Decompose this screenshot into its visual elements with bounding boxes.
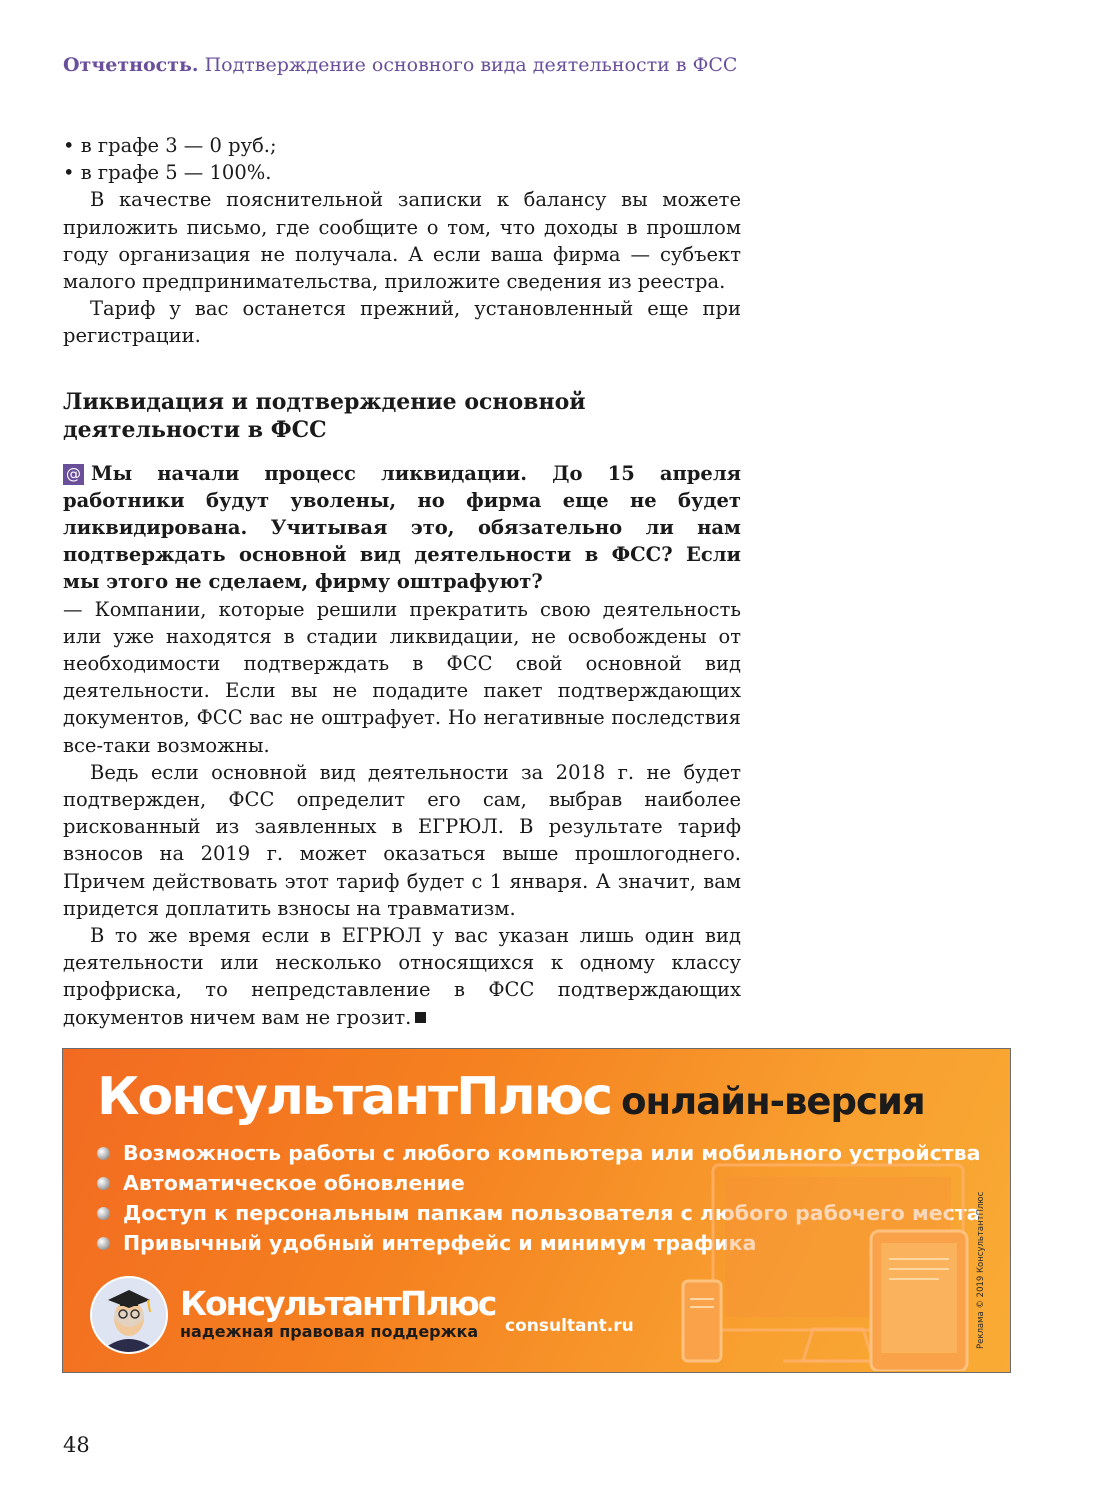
brand-name: КонсультантПлюс bbox=[180, 1284, 496, 1323]
bullet-ball-icon bbox=[97, 1207, 110, 1220]
bullet-ball-icon bbox=[97, 1237, 110, 1250]
ad-feature: Доступ к персональным папкам пользователя с любого рабочего места bbox=[97, 1198, 980, 1228]
advertisement-banner[interactable] bbox=[62, 1048, 1011, 1373]
bullet-ball-icon bbox=[97, 1177, 110, 1190]
page-number: 48 bbox=[63, 1433, 90, 1457]
brand-slogan: надежная правовая поддержка bbox=[180, 1322, 479, 1341]
article-body bbox=[63, 132, 741, 1031]
ad-feature: Привычный удобный интерфейс и минимум трафика bbox=[97, 1228, 980, 1258]
scholar-mascot-icon bbox=[92, 1278, 166, 1352]
section-heading: Ликвидация и подтверждение основной деятельности в ФСС bbox=[63, 388, 586, 443]
answer-paragraph bbox=[63, 922, 741, 1031]
ad-legal-note: Реклама © 2019 КонсультантПлюс bbox=[976, 1191, 986, 1349]
question bbox=[63, 460, 741, 596]
question-text: Мы начали процесс ликвидации. До 15 апреля работники будут уволены, но фирма еще не будет ликвидирована. Учитывая это, обязательно ли нам подтверждать основной вид деятельности в ФСС? Если мы этого не сделаем, фирму оштрафуют? bbox=[63, 461, 741, 594]
ad-brand: КонсультантПлюс bbox=[97, 1067, 612, 1127]
avatar bbox=[90, 1276, 168, 1354]
paragraph: Тариф у вас останется прежний, установленный еще при регистрации. bbox=[63, 297, 741, 348]
running-head-section: Отчетность. bbox=[63, 54, 199, 76]
question-at-icon: @ bbox=[63, 464, 84, 485]
running-head bbox=[63, 54, 737, 76]
ad-feature: Автоматическое обновление bbox=[97, 1168, 980, 1198]
answer-text: В то же время если в ЕГРЮЛ у вас указан лишь один вид деятельности или несколько относящихся к одному классу профриска, то непредставление в ФСС подтверждающих документов ничем вам не грозит. bbox=[63, 924, 741, 1029]
bullet-item: • в графе 5 — 100%. bbox=[63, 159, 741, 186]
ad-feature: Возможность работы с любого компьютера или мобильного устройства bbox=[97, 1138, 980, 1168]
bullet-ball-icon bbox=[97, 1147, 110, 1160]
ad-url-link[interactable]: consultant.ru bbox=[505, 1316, 634, 1336]
answer-paragraph: Ведь если основной вид деятельности за 2018 г. не будет подтвержден, ФСС определит его сам, выбрав наиболее рискованный из заявленных в ЕГРЮЛ. В результате тариф взносов на 2019 г. может оказаться выше прошлогоднего. Причем действовать этот тариф будет с 1 января. А значит, вам придется доплатить взносы на травматизм. bbox=[63, 760, 741, 920]
answer-paragraph: — Компании, которые решили прекратить свою деятельность или уже находятся в стадии ликвидации, не освобождены от необходимости подтверждать в ФСС свой основной вид деятельности. Если вы не подадите пакет подтверждающих документов, ФСС вас не оштрафует. Но негативные последствия все-таки возможны. bbox=[63, 597, 741, 757]
paragraph: В качестве пояснительной записки к балансу вы можете приложить письмо, где сообщите о том, что доходы в прошлом году организация не получала. А если ваша фирма — субъект малого предпринимательства, приложите сведения из реестра. bbox=[63, 188, 741, 294]
devices-illustration-icon bbox=[663, 1161, 973, 1371]
running-head-title: Подтверждение основного вида деятельности в ФСС bbox=[204, 54, 738, 76]
ad-title bbox=[97, 1067, 925, 1127]
ad-subtitle: онлайн-версия bbox=[621, 1080, 925, 1123]
bullet-item: • в графе 3 — 0 руб.; bbox=[63, 132, 741, 159]
end-of-article-icon bbox=[415, 1012, 426, 1023]
brand-logo bbox=[180, 1286, 495, 1342]
